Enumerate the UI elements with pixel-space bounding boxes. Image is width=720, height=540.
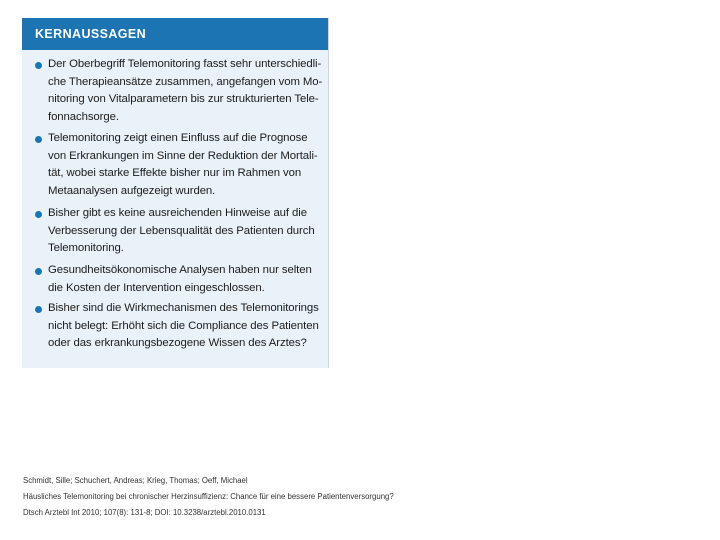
list-item-text: Bisher gibt es keine ausreichenden Hinweise auf die Verbesserung der Lebensqualität des Patienten durch Telemonitoring. [48, 207, 315, 255]
list-item-text: Gesundheitsökonomische Analysen haben nur selten die Kosten der Intervention eingeschlossen. [48, 264, 312, 294]
bullet-icon [35, 211, 42, 218]
list-item-text: Der Oberbegriff Telemonitoring fasst sehr unterschiedli- che Therapieansätze zusammen, angefangen vom Mo- nitoring von Vitalparametern bis zur strukturierten Tele- fonnachsorge. [48, 58, 323, 123]
citation [23, 473, 683, 521]
citation-title: Häusliches Telemonitoring bei chronischer Herzinsuffizienz: Chance für eine bessere Patientenversorgung? [23, 492, 394, 501]
citation-authors: Schmidt, Sille; Schuchert, Andreas; Krieg, Thomas; Oeff, Michael [23, 476, 248, 485]
list-item-text: Telemonitoring zeigt einen Einfluss auf die Prognose von Erkrankungen im Sinne der Reduktion der Mortali- tät, wobei starke Effekte bisher nur im Rahmen von Metaanalysen aufgezeigt wurden. [48, 132, 318, 197]
bullet-icon [35, 268, 42, 275]
key-statements-box [22, 18, 329, 368]
bullet-icon [35, 62, 42, 69]
bullet-icon [35, 306, 42, 313]
list-item-text: Bisher sind die Wirkmechanismen des Telemonitorings nicht belegt: Erhöht sich die Compliance des Patienten oder das erkrankungsbezogene Wissen des Arztes? [48, 302, 319, 350]
citation-source: Dtsch Arztebl Int 2010; 107(8): 131-8; DOI: 10.3238/arztebl.2010.0131 [23, 508, 266, 517]
box-title: KERNAUSSAGEN [22, 18, 328, 50]
bullet-icon [35, 136, 42, 143]
